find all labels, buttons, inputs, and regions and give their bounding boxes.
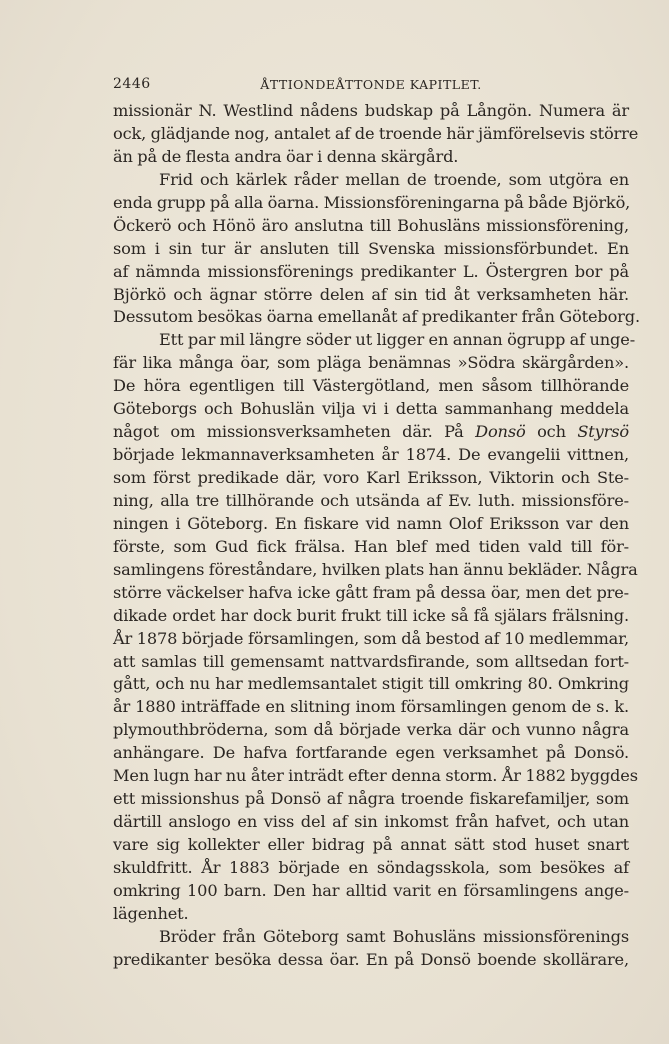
text-line: dikade ordet har dock burit frukt till icke så få själars frälsning.: [113, 605, 629, 625]
text-line: Men lugn har nu åter inträdt efter denna storm. År 1882 byggdes: [113, 766, 638, 786]
text-line: missionär N. Westlind nådens budskap på Långön. Numera är: [113, 101, 629, 120]
body-text: [113, 100, 640, 972]
text-line: Frid och kärlek råder mellan de troende, som utgöra en: [159, 169, 629, 189]
place-name-donso: Donsö: [475, 422, 526, 442]
text-line: större väckelser hafva icke gått fram på dessa öar, men det pre-: [113, 582, 629, 602]
text-line: än på de flesta andra öar i denna skärgård.: [113, 146, 459, 166]
text-line: af nämnda missionsförenings predikanter L. Östergren bor på: [113, 261, 629, 281]
line-lead: något om missionsverksamheten där. På: [113, 422, 476, 442]
text-line: som först predikade där, voro Karl Eriksson, Viktorin och Ste-: [113, 468, 629, 487]
text-line: därtill anslogo en viss del af sin inkomst från hafvet, och utan: [113, 812, 629, 832]
text-line: Öckerö och Hönö äro anslutna till Bohusläns missionsförening,: [113, 215, 629, 235]
text-line: predikanter besöka dessa öar. En på Donsö boende skollärare,: [113, 949, 629, 969]
text-line: ningen i Göteborg. En fiskare vid namn Olof Eriksson var den: [113, 513, 629, 533]
text-line-with-italics: [113, 421, 629, 444]
text-line: skuldfritt. År 1883 började en söndagsskola, som besökes af: [113, 857, 629, 877]
text-line: vare sig kollekter eller bidrag på annat sätt stod huset snart: [113, 835, 629, 854]
text-line: år 1880 inträffade en slitning inom församlingen genom de s. k.: [113, 697, 629, 717]
page-number: 2446: [113, 76, 151, 92]
text-line: som i sin tur är ansluten till Svenska missionsförbundet. En: [113, 238, 629, 258]
page-header: [113, 76, 629, 96]
text-line: Göteborgs och Bohuslän vilja vi i detta sammanhang meddela: [113, 399, 629, 419]
text-line: ett missionshus på Donsö af några troende fiskarefamiljer, som: [113, 789, 629, 809]
text-line: enda grupp på alla öarna. Missionsföreningarna på både Björkö,: [113, 192, 631, 212]
running-title: ÅTTIONDEÅTTONDE KAPITLET.: [260, 77, 482, 92]
text-line: gått, och nu har medlemsantalet stigit till omkring 80. Omkring: [113, 674, 629, 694]
text-line: ock, glädjande nog, antalet af de troende här jämförelsevis större: [113, 123, 639, 143]
text-line: Dessutom besökas öarna emellanåt af predikanter från Göteborg.: [113, 307, 640, 327]
text-line: fär lika många öar, som pläga benämnas »Södra skärgården».: [113, 353, 629, 373]
text-line: Bröder från Göteborg samt Bohusläns missionsförenings: [159, 926, 629, 946]
text-line: plymouthbröderna, som då började verka där och vunno några: [113, 720, 629, 740]
text-line: omkring 100 barn. Den har alltid varit en församlingens ange-: [113, 880, 629, 900]
text-line: började lekmannaverksamheten år 1874. De evangelii vittnen,: [113, 445, 629, 465]
place-name-styrso: Styrsö: [577, 422, 629, 442]
text-line: anhängare. De hafva fortfarande egen verksamhet på Donsö.: [113, 743, 629, 763]
text-line: samlingens föreståndare, hvilken plats han ännu bekläder. Några: [113, 559, 638, 579]
text-line: Ett par mil längre söder ut ligger en annan ögrupp af unge-: [159, 330, 636, 350]
conjunction: och: [525, 422, 578, 442]
text-line: att samlas till gemensamt nattvardsfirande, som alltsedan fort-: [113, 651, 629, 671]
text-line: Björkö och ägnar större delen af sin tid åt verksamheten här.: [113, 284, 629, 304]
text-line: De höra egentligen till Västergötland, men såsom tillhörande: [113, 376, 629, 396]
text-line: förste, som Gud fick frälsa. Han blef med tiden vald till för-: [113, 536, 629, 556]
text-line: År 1878 började församlingen, som då bestod af 10 medlemmar,: [113, 628, 629, 648]
text-line: ning, alla tre tillhörande och utsända af Ev. luth. missionsföre-: [113, 490, 629, 510]
text-line: lägenhet.: [113, 903, 189, 923]
